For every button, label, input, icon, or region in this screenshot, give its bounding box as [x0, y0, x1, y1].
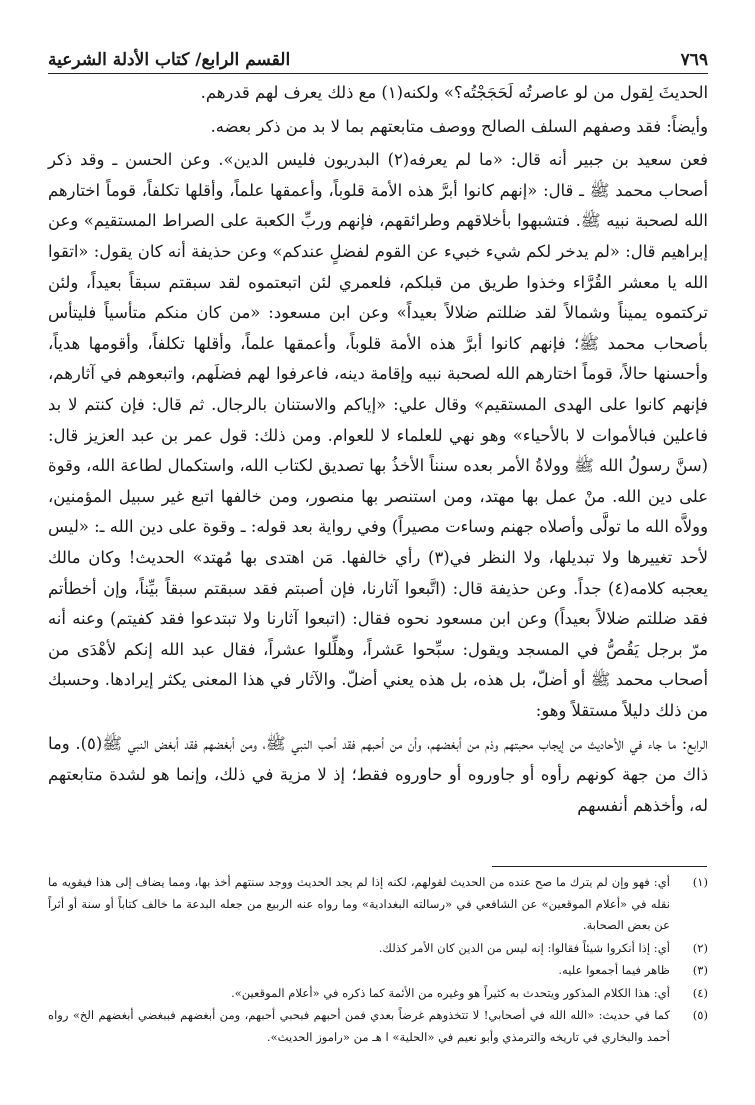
- footnote-number: (٥): [692, 1008, 708, 1022]
- chapter-title: القسم الرابع/ كتاب الأدلة الشرعية: [48, 50, 291, 70]
- footnote-number: (١): [692, 875, 708, 889]
- footnote: [48, 960, 708, 982]
- footnote-divider: [492, 866, 707, 867]
- footnote-text: ظاهر فيما أجمعوا عليه.: [558, 963, 670, 977]
- page: [48, 50, 708, 824]
- footnote-text: أي: فهو وإن لم يترك ما صح عنده من الحديث لقولهم، لكنه إذا لم يجد الحديث ووجد سنتهم أخذ بها، ومما يضاف إلى هذا فيقويه ما نقله في «أعلام الموقعين» عن الشافعي في «رسالته البغدادية» وما رواه عنه الربيع من جعله البدعة ما خالف كتاباً أو سنة أو أثراً عن بعض الصحابة.: [48, 875, 670, 932]
- footnote: [48, 938, 708, 960]
- footnote-number: (٣): [692, 963, 708, 977]
- footnote-text: كما في حديث: «الله الله في أصحابي! لا تتخذوهم غرضاً بعدي فمن أحبهم فبحبي أحبهم، ومن أبغضهم فببغضي أبغضهم الخ» رواه أحمد والبخاري في تاريخه والترمذي وأبو نعيم في «الحلية» ا هـ من «راموز الحديث».: [48, 1008, 670, 1044]
- footnote-number: (٢): [692, 940, 708, 955]
- paragraph: وأيضاً: فقد وصفهم السلف الصالح ووصف متابعتهم بما لا بد من ذكر بعضه.: [210, 116, 708, 136]
- footnote: [48, 1005, 708, 1048]
- main-text: [48, 78, 708, 821]
- footnote-text: أي: إذا أنكروا شيئاً فقالوا: إنه ليس من الدين كان الأمر كذلك.: [378, 940, 670, 955]
- page-number: ٧٦٩: [680, 50, 708, 70]
- footnote: [48, 872, 708, 937]
- footnotes: [48, 872, 708, 1049]
- footnote: [48, 983, 708, 1005]
- footnote-number: (٤): [692, 985, 708, 1000]
- running-header: [48, 50, 708, 74]
- paragraph: الحديثَ لِقول من لو عاصرتُه لَحَجَجْتُه؟» ولكنه(١) مع ذلك يعرف لهم قدرهم.: [200, 83, 708, 102]
- paragraph: فعن سعيد بن جبير أنه قال: «ما لم يعرفه(٢) البدريون فليس الدين». وعن الحسن ـ وقد ذكر أصحاب محمد ﷺ ـ قال: «إنهم كانوا أبرَّ هذه الأمة قلوباً، وأعمقها علماً، وأقلها تكلفاً، قوماً اختارهم الله لصحبة نبيه ﷺ. فتشبهوا بأخلاقهم وطرائقهم، فإنهم وربِّ الكعبة على الصراط المستقيم» وعن إبراهيم قال: «لم يدخر لكم شيء خبيء عن القوم لفضلٍ عندكم» وعن حذيفة أنه كان يقول: «اتقوا الله يا معشر القُرَّاء وخذوا طريق من قبلكم، فلعمري لئن اتبعتموه لقد سبقتم سبقاً بعيداً، ولئن تركتموه يميناً وشمالاً لقد ضللتم ضلالاً بعيداً» وعن ابن مسعود: «من كان منكم متأسياً فليتأس بأصحاب محمد ﷺ؛ فإنهم كانوا أبرَّ هذه الأمة قلوباً، وأعمقها علماً، وأقلها تكلفاً، وأقومها هدياً، وأحسنها حالاً، قوماً اختارهم الله لصحبة نبيه وإقامة دينه، فاعرفوا لهم فضلَهم، واتبعوهم في آثارهم، فإنهم كانوا على الهدى المستقيم» وقال علي: «إياكم والاستنان بالرجال. ثم قال: فإن كنتم لا بد فاعلين فبالأموات لا بالأحياء» وهو نهي للعلماء لا للعوام. ومن ذلك: قول عمر بن عبد العزيز قال: (سنَّ رسولُ الله ﷺ وولاةُ الأمر بعده سنناً الأخذُ بها تصديق لكتاب الله، واستكمال لطاعة الله، وقوة على دين الله. منْ عمل بها مهتد، ومن استنصر بها منصور، ومن خالفها اتبع غير سبيل المؤمنين، وولاَّه الله ما تولَّى وأصلاه جهنم وساءت مصيراً) وفي رواية بعد قوله: ـ وقوة على دين الله ـ: «ليس لأحد تغييرها ولا تبديلها، ولا النظر في(٣) رأي خالفها. مَن اهتدى بها مُهتد» الحديث! وكان مالك يعجبه كلامه(٤) جداً. وعن حذيفة قال: (اتَّبعوا آثارنا، فإن أصبتم فقد سبقتم سبقاً بيِّناً، وإن أخطأتم فقد ضللتم ضلالاً بعيداً) وعن ابن مسعود نحوه فقال: (اتبعوا آثارنا ولا تبتدعوا فقد كفيتم) وعنه أنه مرّ برجل يَقُصُّ في المسجد ويقول: سبِّحوا عَشراً، وهلِّلوا عشراً، فقال عبد الله إنكم لأهْدَى من أصحاب محمد ﷺ أو أضلّ، بل هذه، بل هذه يعني أضلّ. والآثار في هذا المعنى يكثر إيرادها. وحسبك من ذلك دليلاً مستقلاً وهو:: [48, 150, 708, 720]
- paragraph: الرابع: ما جاء في الأحاديث من إيجاب محبتهم وذم من أبغضهم، وأن من أحبهم فقد أحب النبي ﷺ، ومن أبغضهم فقد أبغض النبي ﷺ(٥). وما ذاك من جهة كونهم رأوه أو جاوروه أو حاوروه فقط؛ إذ لا مزية في ذلك، وإنما هو لشدة متابعتهم له، وأخذهم أنفسهم: [48, 734, 708, 815]
- footnote-text: أي: هذا الكلام المذكور ويتحدث به كثيراً هو وغيره من الأئمة كما ذكره في «أعلام الموقعين».: [230, 985, 670, 1000]
